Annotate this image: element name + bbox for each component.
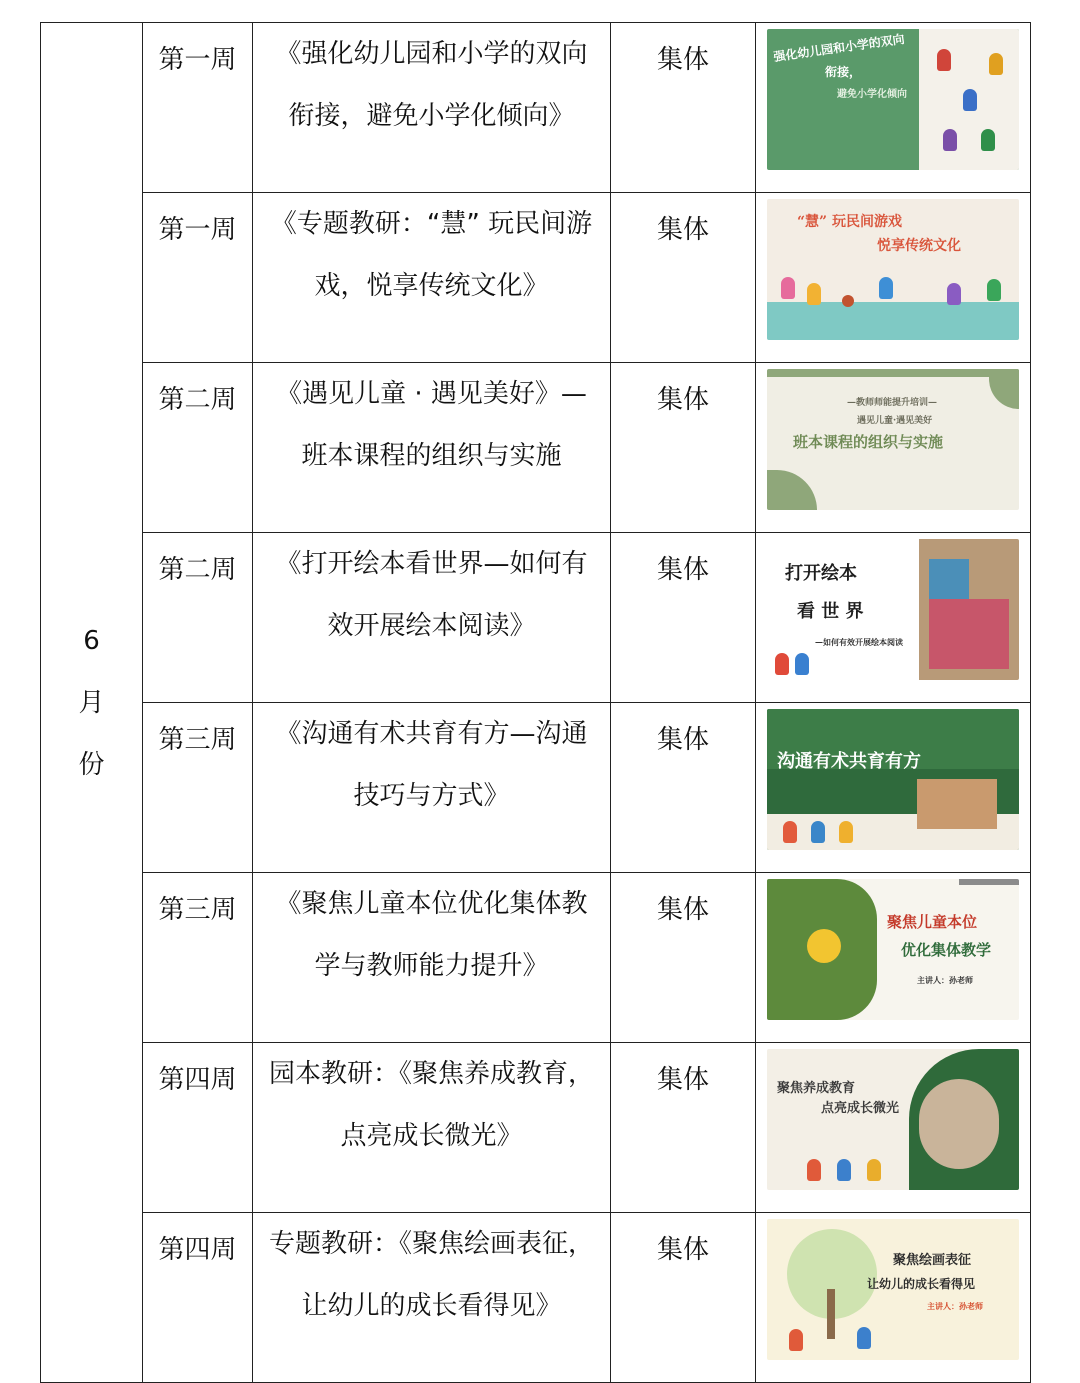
- topic-line-2: 点亮成长微光》: [340, 1121, 523, 1151]
- type-cell: 集体: [611, 363, 756, 533]
- topic-cell: [253, 1043, 611, 1213]
- thumbnail-subtitle: 悦享传统文化: [877, 238, 961, 254]
- topic-line-1: 专题教研：《聚焦绘画表征，: [268, 1229, 594, 1259]
- table-row: [41, 873, 1031, 1043]
- thumbnail-image: [767, 199, 1019, 340]
- topic-line-1: 《强化幼儿园和小学的双向: [275, 39, 588, 69]
- topic-line-1: 《专题教研：“慧” 玩民间游: [270, 209, 593, 239]
- thumbnail-cell: [756, 873, 1031, 1043]
- thumbnail-image: [767, 1219, 1019, 1360]
- schedule-table: [40, 22, 1031, 1383]
- topic-line-2: 学与教师能力提升》: [314, 951, 549, 981]
- table-row: [41, 1043, 1031, 1213]
- topic-line-2: 班本课程的组织与实施: [301, 441, 562, 471]
- thumbnail-image: [767, 1049, 1019, 1190]
- week-cell: 第一周: [143, 23, 253, 193]
- week-cell: 第三周: [143, 873, 253, 1043]
- week-cell: 第三周: [143, 703, 253, 873]
- thumbnail-image: [767, 539, 1019, 680]
- month-cell: [41, 23, 143, 1383]
- topic-line-2: 戏，悦享传统文化》: [314, 271, 549, 301]
- thumbnail-cell: [756, 1043, 1031, 1213]
- type-cell: 集体: [611, 193, 756, 363]
- thumbnail-title: 聚焦儿童本位: [887, 913, 978, 931]
- thumbnail-title: 聚焦养成教育: [777, 1081, 856, 1096]
- table-row: [41, 23, 1031, 193]
- thumbnail-subtitle: 点亮成长微光: [821, 1101, 900, 1116]
- topic-line-1: 《打开绘本看世界—如何有: [275, 549, 588, 579]
- thumbnail-caption: —如何有效开展绘本阅读: [815, 637, 903, 647]
- thumbnail-subtitle: 看 世 界: [797, 601, 864, 622]
- table-row: [41, 703, 1031, 873]
- type-cell: 集体: [611, 23, 756, 193]
- thumbnail-title: “慧” 玩民间游戏: [797, 214, 902, 230]
- topic-cell: [253, 703, 611, 873]
- thumbnail-image: [767, 369, 1019, 510]
- table-row: [41, 1213, 1031, 1383]
- thumbnail-caption: 主讲人：孙老师: [927, 1301, 983, 1311]
- week-cell: 第四周: [143, 1213, 253, 1383]
- week-cell: 第二周: [143, 533, 253, 703]
- topic-line-1: 《遇见儿童 · 遇见美好》—: [276, 379, 587, 409]
- topic-cell: [253, 533, 611, 703]
- thumbnail-caption: 避免小学化倾向: [837, 89, 907, 100]
- thumbnail-subtitle: 优化集体教学: [901, 941, 992, 959]
- topic-cell: [253, 363, 611, 533]
- thumbnail-image: [767, 709, 1019, 850]
- month-number: 6: [83, 625, 100, 656]
- topic-cell: [253, 873, 611, 1043]
- topic-line-2: 效开展绘本阅读》: [327, 611, 536, 641]
- topic-line-1: 《聚焦儿童本位优化集体教: [275, 889, 588, 919]
- topic-line-2: 技巧与方式》: [353, 781, 510, 811]
- table-row: [41, 533, 1031, 703]
- topic-line-2: 让幼儿的成长看得见》: [301, 1291, 562, 1321]
- topic-cell: [253, 1213, 611, 1383]
- thumbnail-caption: 主讲人：孙老师: [917, 975, 973, 985]
- topic-line-1: 园本教研：《聚焦养成教育，: [268, 1059, 594, 1089]
- thumbnail-cell: [756, 23, 1031, 193]
- type-cell: 集体: [611, 1213, 756, 1383]
- topic-line-2: 衔接，避免小学化倾向》: [288, 101, 575, 131]
- week-cell: 第四周: [143, 1043, 253, 1213]
- topic-line-1: 《沟通有术共育有方—沟通: [275, 719, 588, 749]
- month-char-1: 月: [78, 687, 105, 718]
- topic-cell: [253, 193, 611, 363]
- thumbnail-cell: [756, 1213, 1031, 1383]
- type-cell: 集体: [611, 703, 756, 873]
- thumbnail-title: 班本课程的组织与实施: [793, 433, 944, 451]
- week-cell: 第一周: [143, 193, 253, 363]
- table-row: [41, 363, 1031, 533]
- type-cell: 集体: [611, 873, 756, 1043]
- thumbnail-cell: [756, 703, 1031, 873]
- thumbnail-title: 聚焦绘画表征: [893, 1253, 972, 1268]
- thumbnail-kicker: —教师师能提升培训—: [847, 398, 938, 408]
- thumbnail-title: 强化幼儿园和小学的双向: [772, 31, 906, 65]
- thumbnail-subtitle: 衔接，: [825, 65, 862, 79]
- thumbnail-cell: [756, 363, 1031, 533]
- topic-cell: [253, 23, 611, 193]
- thumbnail-title: 沟通有术共育有方: [777, 751, 921, 772]
- type-cell: 集体: [611, 533, 756, 703]
- thumbnail-subtitle: 遇见儿童·遇见美好: [857, 416, 933, 426]
- thumbnail-subtitle: 让幼儿的成长看得见: [867, 1277, 976, 1291]
- month-char-2: 份: [78, 749, 105, 780]
- thumbnail-cell: [756, 193, 1031, 363]
- week-cell: 第二周: [143, 363, 253, 533]
- thumbnail-cell: [756, 533, 1031, 703]
- thumbnail-image: [767, 29, 1019, 170]
- thumbnail-title: 打开绘本: [785, 563, 857, 584]
- type-cell: 集体: [611, 1043, 756, 1213]
- table-row: [41, 193, 1031, 363]
- thumbnail-image: [767, 879, 1019, 1020]
